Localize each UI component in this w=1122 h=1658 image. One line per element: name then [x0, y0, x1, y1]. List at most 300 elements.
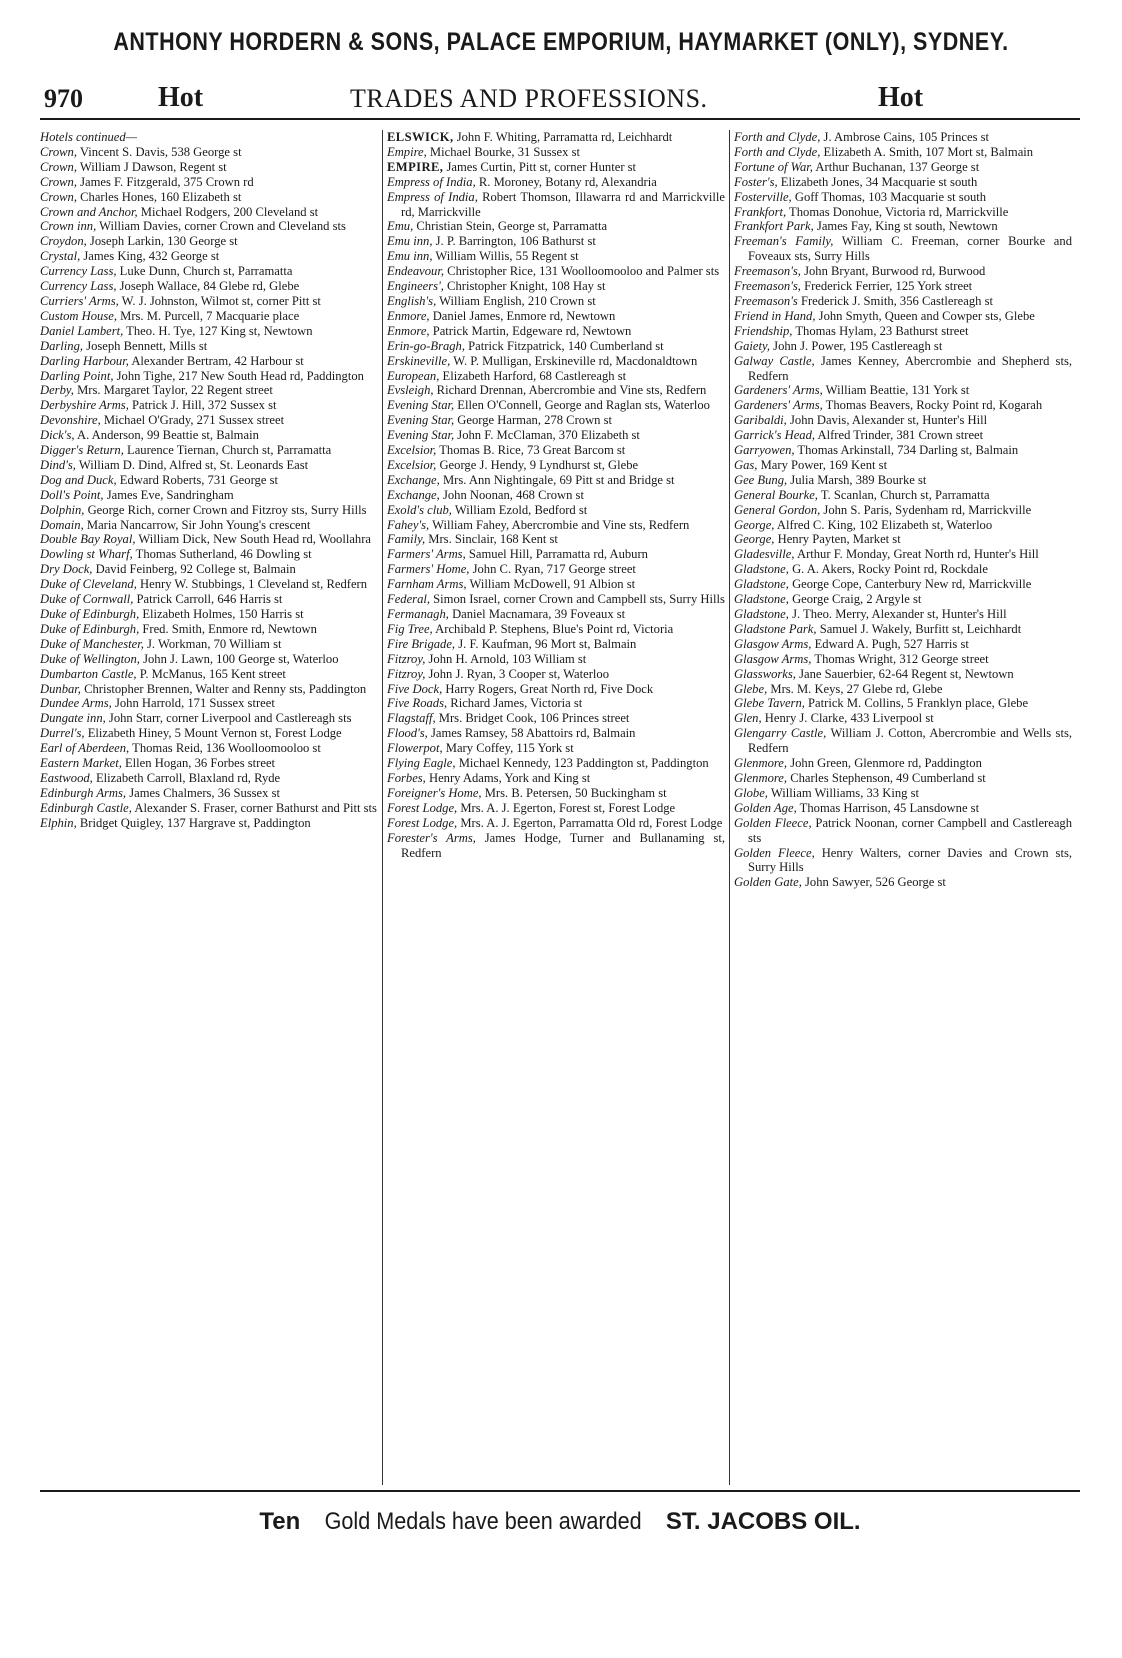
proprietor-address: William Dick, New South Head rd, Woollahra — [135, 532, 371, 547]
hotel-name: Freemason's, — [734, 264, 801, 279]
listing-entry — [387, 801, 725, 816]
hotel-name: Evening Star, — [387, 413, 455, 428]
hotel-name: Glenmore, — [734, 756, 788, 771]
hotel-name: Foreigner's Home, — [387, 785, 482, 800]
hotel-name: Forest Lodge, — [387, 815, 458, 830]
listing-entry — [387, 771, 725, 786]
listing-entry — [40, 145, 378, 160]
listing-entry — [40, 562, 378, 577]
listing-entry — [40, 532, 378, 547]
hotel-name: Dry Dock, — [40, 562, 93, 577]
hotel-name: Fig Tree, — [387, 621, 433, 636]
hotel-name: Farmers' Arms, — [387, 547, 466, 562]
column-divider — [382, 130, 383, 1485]
hotel-name: Golden Gate, — [734, 875, 802, 890]
listing-entry — [40, 756, 378, 771]
hotel-name: Farnham Arms, — [387, 577, 467, 592]
proprietor-address: Elizabeth Hiney, 5 Mount Vernon st, Forest Lodge — [84, 726, 342, 741]
hotel-name: Forester's Arms, — [387, 830, 476, 845]
listing-entry — [734, 607, 1072, 622]
listing-entry — [387, 786, 725, 801]
hotel-name: Exchange, — [387, 472, 440, 487]
hotel-name: Devonshire, — [40, 413, 101, 428]
proprietor-address: Mary Power, 169 Kent st — [757, 457, 888, 472]
page-number: 970 — [44, 84, 83, 113]
hotel-name: Fortune of War, — [734, 159, 813, 174]
proprietor-address: Thomas Harrison, 45 Lansdowne st — [796, 800, 980, 815]
listing-entry — [734, 801, 1072, 816]
listing-entry — [734, 652, 1072, 667]
hotel-name: Earl of Aberdeen, — [40, 741, 130, 756]
hotel-name: Erskineville, — [387, 353, 451, 368]
listing-entry — [387, 532, 725, 547]
hotel-name: Dowling st Wharf, — [40, 547, 133, 562]
hotel-name: Five Dock, — [387, 681, 443, 696]
proprietor-address: Patrick Fitzpatrick, 140 Cumberland st — [465, 338, 664, 353]
hotel-name: Crystal, — [40, 249, 81, 264]
listing-entry — [40, 488, 378, 503]
hotel-name: Duke of Cleveland, — [40, 577, 137, 592]
proprietor-address: James Hodge, Turner and Bullanaming st, Redfern — [401, 830, 725, 860]
proprietor-address: Mrs. A. J. Egerton, Parramatta Old rd, Forest Lodge — [457, 815, 723, 830]
listing-entry — [40, 637, 378, 652]
hotel-name: General Gordon, — [734, 502, 821, 517]
listing-entry — [734, 458, 1072, 473]
hotel-name: Enmore, — [387, 308, 430, 323]
listing-entry — [40, 413, 378, 428]
proprietor-address: William C. Freeman, corner Bourke and Foveaux sts, Surry Hills — [748, 234, 1072, 264]
hotel-name: Five Roads, — [387, 696, 448, 711]
listing-entry — [734, 846, 1072, 876]
advertiser-banner: ANTHONY HORDERN & SONS, PALACE EMPORIUM, HAYMARKET (ONLY), SYDNEY. — [113, 28, 1009, 56]
listing-entry — [40, 607, 378, 622]
listing-entry — [40, 354, 378, 369]
listing-entry — [734, 398, 1072, 413]
hotel-name: Fosterville, — [734, 189, 792, 204]
listing-entry — [387, 756, 725, 771]
hotel-name: Dungate inn, — [40, 711, 106, 726]
proprietor-address: Christopher Brennen, Walter and Renny sts, Paddington — [80, 681, 367, 696]
listing-entry — [734, 696, 1072, 711]
hotel-name: Foster's, — [734, 174, 778, 189]
hotel-name: Digger's Return, — [40, 443, 124, 458]
listing-entry — [387, 622, 725, 637]
listing-entry — [734, 518, 1072, 533]
proprietor-address: Thomas Arkinstall, 734 Darling st, Balmain — [794, 443, 1019, 458]
hotel-name: Darling Harbour, — [40, 353, 129, 368]
hotel-name: Friend in Hand, — [734, 308, 816, 323]
hotel-name: Gladstone, — [734, 562, 789, 577]
proprietor-address: James Chalmers, 36 Sussex st — [126, 785, 280, 800]
hotel-name: Glengarry Castle, — [734, 726, 827, 741]
listing-entry — [40, 711, 378, 726]
listing-entry — [734, 383, 1072, 398]
listing-entry — [387, 696, 725, 711]
listing-entry — [387, 219, 725, 234]
hotel-name: Gladstone, — [734, 607, 789, 621]
proprietor-address: James Fay, King st south, Newtown — [813, 219, 998, 234]
listing-entry — [40, 428, 378, 443]
listing-entry — [387, 309, 725, 324]
proprietor-address: Mrs. M. Purcell, 7 Macquarie place — [116, 308, 300, 323]
listing-entry — [40, 339, 378, 354]
listing-entry — [387, 175, 725, 190]
hotel-name: Gee Bung, — [734, 472, 788, 487]
listing-entry — [734, 130, 1072, 145]
hotel-name: Garryowen, — [734, 443, 795, 458]
hotel-name: Dog and Duck, — [40, 472, 117, 487]
listing-entry — [387, 249, 725, 264]
proprietor-address: Michael Bourke, 31 Sussex st — [426, 144, 580, 159]
hotel-name: General Bourke, — [734, 487, 818, 502]
continued-heading: Hotels continued— — [40, 130, 137, 144]
hotel-name: Eastwood, — [40, 770, 93, 785]
proprietor-address: James Kenney, Abercrombie and Shepherd sts, Redfern — [748, 353, 1072, 383]
proprietor-address: George Cope, Canterbury New rd, Marrickville — [788, 577, 1032, 592]
proprietor-address: Alexander S. Fraser, corner Bathurst and Pitt sts — [131, 800, 377, 815]
hotel-name: George, — [734, 532, 775, 547]
proprietor-address: J. P. Barrington, 106 Bathurst st — [432, 234, 596, 249]
listing-column-1 — [40, 130, 378, 1485]
listing-entry — [40, 518, 378, 533]
listing-entry — [40, 234, 378, 249]
hotel-name: Gladstone Park, — [734, 621, 817, 636]
proprietor-address: Richard James, Victoria st — [447, 696, 583, 711]
hotel-name: Friendship, — [734, 323, 793, 338]
listing-entry — [40, 503, 378, 518]
listing-entry — [387, 369, 725, 384]
listing-entry — [40, 786, 378, 801]
proprietor-address: Mrs. Margaret Taylor, 22 Regent street — [73, 383, 273, 398]
listing-entry — [734, 309, 1072, 324]
hotel-name: Emu inn, — [387, 249, 433, 264]
proprietor-address: Mrs. M. Keys, 27 Glebe rd, Glebe — [767, 681, 943, 696]
listing-entry — [734, 503, 1072, 518]
hotel-name: Fire Brigade, — [387, 636, 456, 651]
listing-entry — [387, 413, 725, 428]
listing-entry — [40, 771, 378, 786]
listing-entry — [734, 786, 1072, 801]
listing-entry — [734, 562, 1072, 577]
listing-entry — [40, 592, 378, 607]
hotel-name: Galway Castle, — [734, 353, 815, 368]
listing-entry — [40, 652, 378, 667]
proprietor-address: Ellen Hogan, 36 Forbes street — [121, 756, 276, 771]
hotel-name: Edinburgh Arms, — [40, 785, 127, 800]
hotel-name: Duke of Edinburgh, — [40, 621, 140, 636]
proprietor-address: John F. McClaman, 370 Elizabeth st — [454, 428, 640, 443]
proprietor-address: Henry Adams, York and King st — [425, 770, 591, 785]
proprietor-address: Jane Sauerbier, 62-64 Regent st, Newtown — [795, 666, 1014, 681]
hotel-name: Emu, — [387, 219, 414, 234]
proprietor-address: G. A. Akers, Rocky Point rd, Rockdale — [788, 562, 988, 577]
proprietor-address: Michael Rodgers, 200 Cleveland st — [137, 204, 319, 219]
listing-entry — [40, 682, 378, 697]
proprietor-address: Joseph Larkin, 130 George st — [86, 234, 238, 249]
listing-entry — [40, 801, 378, 816]
hotel-name: Glasgow Arms, — [734, 636, 812, 651]
proprietor-address: Mrs. Bridget Cook, 106 Princes street — [435, 711, 630, 726]
hotel-name: Glebe Tavern, — [734, 696, 805, 711]
proprietor-address: Richard Drennan, Abercrombie and Vine sts, Redfern — [433, 383, 707, 398]
hotel-name: ELSWICK, — [387, 130, 454, 144]
hotel-name: Frankfort Park, — [734, 219, 814, 234]
proprietor-address: Edward A. Pugh, 527 Harris st — [811, 636, 969, 651]
hotel-name: Federal, — [387, 592, 431, 607]
section-guide-left: Hot — [158, 82, 204, 113]
listing-entry — [734, 294, 1072, 309]
hotel-name: Glen, — [734, 711, 762, 726]
hotel-name: Curriers' Arms, — [40, 293, 119, 308]
listing-entry — [387, 339, 725, 354]
listing-entry — [734, 264, 1072, 279]
listing-entry — [734, 145, 1072, 160]
proprietor-address: Henry Walters, corner Davies and Crown sts, Surry Hills — [748, 845, 1072, 875]
proprietor-address: John Starr, corner Liverpool and Castlereagh sts — [105, 711, 352, 726]
proprietor-address: Henry W. Stubbings, 1 Cleveland st, Redfern — [136, 577, 368, 592]
listing-entry — [40, 667, 378, 682]
listing-entry — [40, 473, 378, 488]
hotel-name: Forth and Clyde, — [734, 144, 821, 159]
proprietor-address: George Harman, 278 Crown st — [454, 413, 613, 428]
proprietor-address: Thomas Reid, 136 Woolloomooloo st — [129, 741, 321, 756]
hotel-name: Duke of Wellington, — [40, 651, 140, 666]
hotel-name: Crown, — [40, 174, 77, 189]
listing-entry — [387, 816, 725, 831]
listing-entry — [734, 771, 1072, 786]
proprietor-address: W. P. Mulligan, Erskineville rd, Macdonaldtown — [450, 353, 698, 368]
hotel-name: Golden Fleece, — [734, 845, 815, 860]
hotel-name: Eastern Market, — [40, 756, 122, 771]
hotel-name: Doll's Point, — [40, 487, 104, 502]
hotel-name: Fitzroy, — [387, 651, 426, 666]
proprietor-address: William Williams, 33 King st — [767, 785, 919, 800]
hotel-name: Daniel Lambert, — [40, 323, 124, 338]
listing-entry — [387, 592, 725, 607]
proprietor-address: John Harrold, 171 Sussex street — [111, 696, 275, 711]
proprietor-address: Patrick Noonan, corner Campbell and Castlereagh sts — [748, 815, 1072, 845]
proprietor-address: P. McManus, 165 Kent street — [136, 666, 286, 681]
hotel-name: Exold's club, — [387, 502, 452, 517]
proprietor-address: George Craig, 2 Argyle st — [788, 592, 922, 607]
listing-entry — [734, 488, 1072, 503]
proprietor-address: A. Anderson, 99 Beattie st, Balmain — [74, 428, 259, 443]
listing-entry — [40, 219, 378, 234]
proprietor-address: Mary Coffey, 115 York st — [442, 741, 574, 756]
proprietor-address: John H. Arnold, 103 William st — [425, 651, 587, 666]
listing-entry — [387, 145, 725, 160]
proprietor-address: Vincent S. Davis, 538 George st — [76, 144, 242, 159]
listing-entry — [387, 294, 725, 309]
hotel-name: Enmore, — [387, 323, 430, 338]
hotel-name: English's, — [387, 293, 437, 308]
hotel-name: Garibaldi, — [734, 413, 787, 428]
proprietor-address: J. F. Kaufman, 96 Mort st, Balmain — [455, 636, 637, 651]
proprietor-address: Simon Israel, corner Crown and Campbell sts, Surry Hills — [430, 592, 725, 607]
listing-entry — [387, 547, 725, 562]
proprietor-address: Elizabeth A. Smith, 107 Mort st, Balmain — [820, 144, 1034, 159]
listing-entry — [387, 160, 725, 175]
listing-column-2 — [387, 130, 725, 1485]
listing-entry — [40, 309, 378, 324]
hotel-name: Crown, — [40, 159, 77, 174]
hotel-name: Custom House, — [40, 308, 117, 323]
proprietor-address: John F. Whiting, Parramatta rd, Leichhardt — [453, 130, 673, 144]
listing-entry — [40, 622, 378, 637]
proprietor-address: Arthur Buchanan, 137 George st — [812, 159, 980, 174]
proprietor-address: Elizabeth Jones, 34 Macquarie st south — [777, 174, 978, 189]
listing-entry — [387, 428, 725, 443]
hotel-name: Farmers' Home, — [387, 562, 470, 577]
listing-entry — [734, 875, 1072, 890]
listing-entry — [40, 741, 378, 756]
section-guide-right: Hot — [878, 82, 924, 113]
hotel-name: Empress of India, — [387, 174, 476, 189]
column-divider — [729, 130, 730, 1485]
proprietor-address: John Noonan, 468 Crown st — [439, 487, 584, 502]
listing-entry — [40, 443, 378, 458]
listing-entry — [40, 726, 378, 741]
hotel-name: Derbyshire Arms, — [40, 398, 129, 413]
proprietor-address: Laurence Tiernan, Church st, Parramatta — [123, 443, 332, 458]
listing-entry — [734, 443, 1072, 458]
proprietor-address: William Fahey, Abercrombie and Vine sts, Redfern — [429, 517, 690, 532]
listing-entry — [734, 667, 1072, 682]
proprietor-address: John J. Lawn, 100 George st, Waterloo — [139, 651, 339, 666]
listing-entry — [387, 607, 725, 622]
listing-entry — [40, 696, 378, 711]
listing-entry — [734, 354, 1072, 384]
proprietor-address: Joseph Bennett, Mills st — [83, 338, 208, 353]
hotel-name: Glassworks, — [734, 666, 796, 681]
proprietor-address: John Sawyer, 526 George st — [801, 875, 946, 890]
listing-entry — [734, 711, 1072, 726]
proprietor-address: John S. Paris, Sydenham rd, Marrickville — [820, 502, 1032, 517]
hotel-name: Globe, — [734, 785, 768, 800]
proprietor-address: Elizabeth Holmes, 150 Harris st — [139, 607, 304, 621]
proprietor-address: John Tighe, 217 New South Head rd, Paddington — [113, 368, 364, 383]
proprietor-address: Maria Nancarrow, Sir John Young's crescent — [83, 517, 311, 532]
listing-entry — [387, 383, 725, 398]
listing-entry — [387, 473, 725, 488]
proprietor-address: Harry Rogers, Great North rd, Five Dock — [442, 681, 654, 696]
listing-entry — [387, 831, 725, 861]
listing-entry — [40, 160, 378, 175]
hotel-name: Empress of India, — [387, 189, 478, 204]
hotel-name: Domain, — [40, 517, 84, 532]
listing-entry — [40, 264, 378, 279]
hotel-name: Gaiety, — [734, 338, 771, 353]
proprietor-address: George J. Hendy, 9 Lyndhurst st, Glebe — [436, 457, 639, 472]
hotel-name: Derby, — [40, 383, 74, 398]
listing-entry — [734, 190, 1072, 205]
proprietor-address: Arthur F. Monday, Great North rd, Hunter's Hill — [794, 547, 1039, 562]
proprietor-address: W. J. Johnston, Wilmot st, corner Pitt st — [118, 293, 321, 308]
proprietor-address: Mrs. Sinclair, 168 Kent st — [425, 532, 558, 547]
proprietor-address: Christian Stein, George st, Parramatta — [413, 219, 608, 234]
listing-entry — [387, 652, 725, 667]
hotel-name: Endeavour, — [387, 264, 445, 279]
hotel-name: Glenmore, — [734, 770, 788, 785]
hotel-name: Emu inn, — [387, 234, 433, 249]
proprietor-address: Robert Thomson, Illawarra rd and Marrickville rd, Marrickville — [401, 189, 725, 219]
hotel-name: Freemason's — [734, 293, 798, 308]
listing-entry — [40, 205, 378, 220]
hotel-name: Flood's, — [387, 726, 428, 741]
hotel-name: Forth and Clyde, — [734, 130, 821, 144]
listing-entry — [387, 279, 725, 294]
proprietor-address: William D. Dind, Alfred st, St. Leonards East — [75, 457, 309, 472]
proprietor-address: Frederick J. Smith, 356 Castlereagh st — [797, 293, 993, 308]
hotel-name: Dunbar, — [40, 681, 81, 696]
listing-entry — [387, 726, 725, 741]
listing-entry — [40, 816, 378, 831]
listing-entry — [734, 279, 1072, 294]
hotel-name: Double Bay Royal, — [40, 532, 136, 547]
hotel-name: Fitzroy, — [387, 666, 426, 681]
hotel-name: Forbes, — [387, 770, 426, 785]
proprietor-address: James Ramsey, 58 Abattoirs rd, Balmain — [427, 726, 636, 741]
listing-entry — [40, 369, 378, 384]
hotel-name: Gas, — [734, 457, 758, 472]
proprietor-address: Henry J. Clarke, 433 Liverpool st — [761, 711, 934, 726]
listing-entry — [387, 682, 725, 697]
proprietor-address: Mrs. A. J. Egerton, Forest st, Forest Lodge — [457, 800, 676, 815]
listing-entry — [387, 503, 725, 518]
listing-entry — [387, 324, 725, 339]
listing-entry — [40, 324, 378, 339]
hotel-name: Crown, — [40, 189, 77, 204]
hotel-name: Gladesville, — [734, 547, 795, 562]
hotel-name: Duke of Edinburgh, — [40, 607, 140, 621]
listing-entry — [40, 175, 378, 190]
proprietor-address: Theo. H. Tye, 127 King st, Newtown — [123, 323, 313, 338]
proprietor-address: Michael O'Grady, 271 Sussex street — [100, 413, 285, 428]
listing-entry — [387, 518, 725, 533]
listing-entry — [387, 741, 725, 756]
hotel-name: Fahey's, — [387, 517, 430, 532]
hotel-name: EMPIRE, — [387, 159, 444, 174]
hotel-name: Fermanagh, — [387, 607, 449, 621]
proprietor-address: Patrick Carroll, 646 Harris st — [133, 592, 283, 607]
listing-columns — [40, 130, 1080, 1485]
proprietor-address: Archibald P. Stephens, Blue's Point rd, Victoria — [432, 621, 674, 636]
proprietor-address: Edward Roberts, 731 George st — [116, 472, 278, 487]
hotel-name: Crown and Anchor, — [40, 204, 138, 219]
proprietor-address: John C. Ryan, 717 George street — [469, 562, 636, 577]
listing-entry — [734, 160, 1072, 175]
listing-entry — [734, 547, 1072, 562]
hotel-name: Durrel's, — [40, 726, 85, 741]
hotel-name: Excelsior, — [387, 457, 437, 472]
proprietor-address: James F. Fitzgerald, 375 Crown rd — [76, 174, 254, 189]
listing-entry — [734, 234, 1072, 264]
proprietor-address: Thomas Donohue, Victoria rd, Marrickville — [786, 204, 1009, 219]
listing-entry — [387, 458, 725, 473]
proprietor-address: Christopher Knight, 108 Hay st — [443, 279, 606, 294]
listing-entry — [387, 354, 725, 369]
proprietor-address: William McDowell, 91 Albion st — [466, 577, 636, 592]
listing-entry — [387, 130, 725, 145]
listing-entry — [734, 816, 1072, 846]
hotel-name: Glebe, — [734, 681, 768, 696]
listing-entry — [734, 413, 1072, 428]
listing-entry — [734, 339, 1072, 354]
proprietor-address: John J. Ryan, 3 Cooper st, Waterloo — [425, 666, 610, 681]
page-title: TRADES AND PROFESSIONS. — [350, 84, 708, 113]
hotel-name: Empire, — [387, 144, 427, 159]
footer-medals-text: Gold Medals have been awarded — [324, 1508, 642, 1535]
